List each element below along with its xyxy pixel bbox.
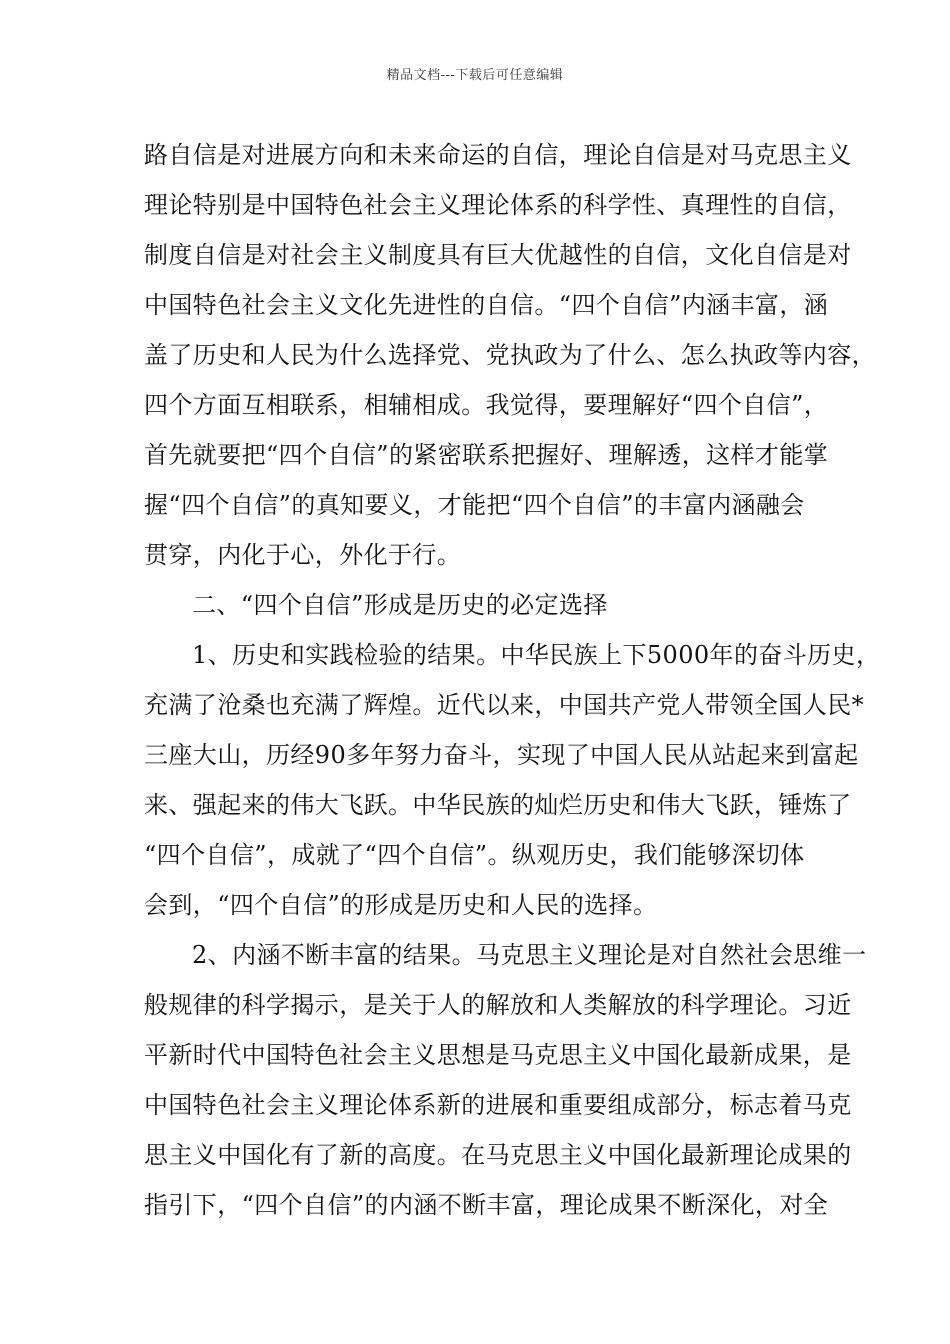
text-line: 中国特色社会主义理论体系新的进展和重要组成部分，标志着马克 (144, 1091, 852, 1119)
section-heading: 二、“四个自信”形成是历史的必定选择 (192, 591, 608, 619)
text-line: 四个方面互相联系，相辅相成。我觉得，要理解好“四个自信”， (144, 391, 829, 419)
paragraph-start-line: 1、历史和实践检验的结果。中华民族上下5000年的奋斗历史， (192, 641, 881, 669)
text-line: 三座大山，历经90多年努力奋斗，实现了中国人民从站起来到富起 (144, 741, 859, 769)
text-line: 首先就要把“四个自信”的紧密联系把握好、理解透，这样才能掌 (144, 441, 829, 469)
text-line: “四个自信”，成就了“四个自信”。纵观历史，我们能够深切体 (144, 841, 805, 869)
document-body (144, 130, 881, 1230)
text-line: 平新时代中国特色社会主义思想是马克思主义中国化最新成果，是 (144, 1041, 852, 1069)
text-line: 思主义中国化有了新的高度。在马克思主义中国化最新理论成果的 (144, 1141, 852, 1169)
text-line: 来、强起来的伟大飞跃。中华民族的灿烂历史和伟大飞跃，锤炼了 (144, 791, 852, 819)
text-line: 盖了历史和人民为什么选择党、党执政为了什么、怎么执政等内容， (144, 341, 876, 369)
page-header: 精品文档---下载后可任意编辑 (386, 68, 564, 83)
text-line: 中国特色社会主义文化先进性的自信。“四个自信”内涵丰富，涵 (144, 291, 829, 319)
text-line: 会到，“四个自信”的形成是历史和人民的选择。 (144, 891, 658, 919)
paragraph-start-line: 2、内涵不断丰富的结果。马克思主义理论是对自然社会思维一 (192, 941, 867, 969)
text-line: 指引下，“四个自信”的内涵不断丰富，理论成果不断深化，对全 (144, 1191, 829, 1219)
text-line: 握“四个自信”的真知要义，才能把“四个自信”的丰富内涵融会 (144, 491, 805, 519)
text-line: 理论特别是中国特色社会主义理论体系的科学性、真理性的自信， (144, 191, 852, 219)
text-line: 充满了沧桑也充满了辉煌。近代以来，中国共产党人带领全国人民* (144, 691, 864, 719)
text-line: 制度自信是对社会主义制度具有巨大优越性的自信，文化自信是对 (144, 241, 852, 269)
text-line: 般规律的科学揭示，是关于人的解放和人类解放的科学理论。习近 (144, 991, 852, 1019)
text-line: 贯穿，内化于心，外化于行。 (144, 541, 462, 569)
text-line: 路自信是对进展方向和未来命运的自信，理论自信是对马克思主义 (144, 141, 852, 169)
